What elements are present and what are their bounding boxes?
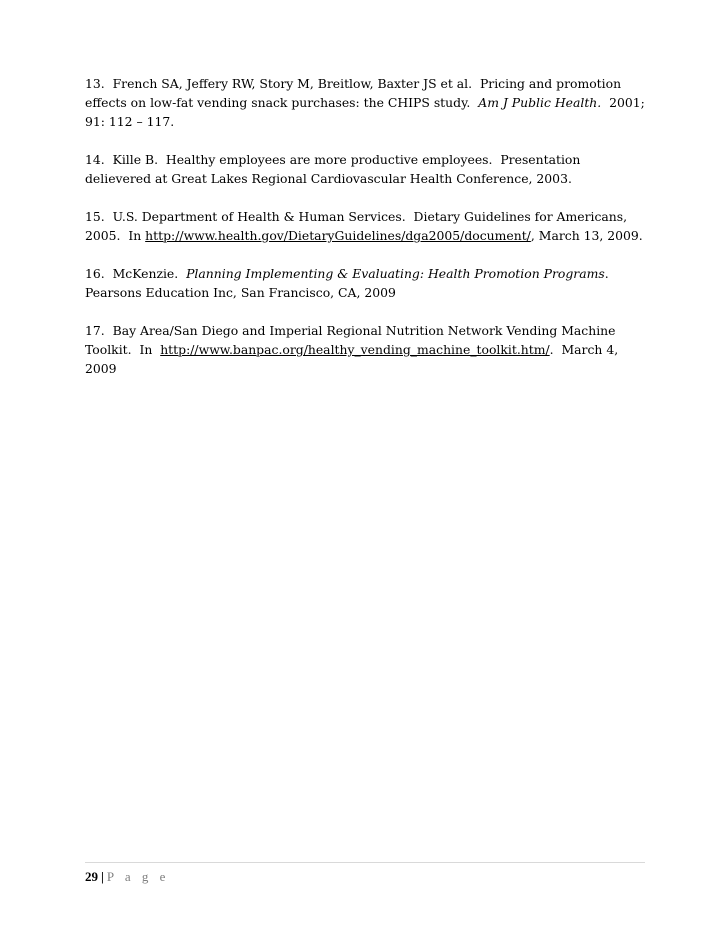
reference-text: 17. Bay Area/San Diego and Imperial Regional Nutrition Network Vending Machine Toolkit. In	[85, 323, 620, 357]
reference-text: 13. French SA, Jeffery RW, Story M, Breitlow, Baxter JS et al. Pricing and promotion effects on low-fat vending snack purchases: the CHIPS study.	[85, 76, 626, 110]
page-footer	[85, 868, 169, 886]
reference-text: 15. U.S. Department of Health & Human Services. Dietary Guidelines for Americans, 2005. In	[85, 209, 632, 243]
reference-link[interactable]: http://www.health.gov/DietaryGuidelines/dga2005/document/	[145, 228, 531, 243]
footer-separator: |	[101, 869, 104, 884]
reference-text: . Pearsons Education Inc, San Francisco, CA, 2009	[85, 266, 617, 300]
page-number: 29	[85, 869, 98, 884]
reference-text: 14. Kille B. Healthy employees are more productive employees. Presentation delievered at Great Lakes Regional Cardiovascular Health Conference, 2003.	[85, 152, 585, 186]
reference-text: 2001; 91: 112 – 117.	[85, 95, 649, 129]
footer-divider	[85, 862, 645, 863]
reference-item	[85, 207, 650, 245]
reference-text: . March 4, 2009	[85, 342, 623, 376]
reference-title: Am J Public Health.	[478, 95, 602, 110]
reference-item	[85, 321, 650, 378]
reference-item	[85, 150, 650, 188]
reference-title: Planning Implementing & Evaluating: Health Promotion Programs	[186, 266, 605, 281]
page-label: P a g e	[106, 869, 170, 884]
reference-item	[85, 74, 650, 131]
reference-link[interactable]: http://www.banpac.org/healthy_vending_machine_toolkit.htm/	[160, 342, 550, 357]
reference-text: , March 13, 2009.	[530, 228, 643, 243]
reference-list	[85, 74, 650, 397]
reference-item	[85, 264, 650, 302]
reference-text: 16. McKenzie.	[85, 266, 187, 281]
